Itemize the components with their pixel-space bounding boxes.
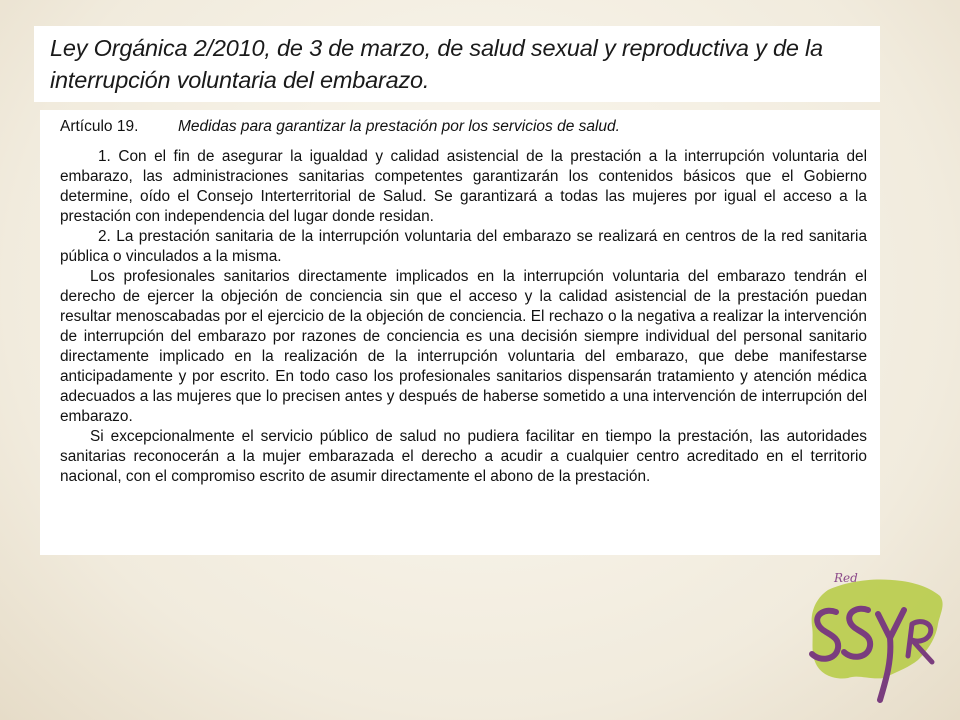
article-paragraph-4: Si excepcionalmente el servicio público de salud no pudiera facilitar en tiempo la prestación, las autoridades sanitarias reconocerán a la mujer embarazada el derecho a acudir a cualquier centro acreditado en el territorio nacional, con el compromiso escrito de asumir directamente el abono de la prestación. (60, 428, 867, 485)
page-title: Ley Orgánica 2/2010, de 3 de marzo, de salud sexual y reproductiva y de la interrupción voluntaria del embarazo. (50, 35, 823, 93)
article-body (40, 110, 880, 555)
title-banner (34, 26, 880, 102)
article-subtitle: Medidas para garantizar la prestación por los servicios de salud. (178, 118, 620, 135)
article-paragraph-1: 1. Con el fin de asegurar la igualdad y calidad asistencial de la prestación a la interrupción voluntaria del embarazo, las administraciones sanitarias competentes garantizarán los contenidos básicos que el Gobierno determine, oído el Consejo Interterritorial de Salud. Se garantizará a todas las mujeres por igual el acceso a la prestación con independencia del lugar donde residan. (60, 148, 867, 225)
logo-small-text: Red (834, 571, 858, 585)
red-ssyr-logo (800, 568, 950, 708)
article-paragraph-2: 2. La prestación sanitaria de la interrupción voluntaria del embarazo se realizará en centros de la red sanitaria pública o vinculados a la misma. (60, 228, 867, 265)
article-paragraph-3: Los profesionales sanitarios directamente implicados en la interrupción voluntaria del embarazo tendrán el derecho de ejercer la objeción de conciencia sin que el acceso y la calidad asistencial de la prestación puedan resultar menoscabadas por el ejercicio de la objeción de conciencia. El rechazo o la negativa a realizar la intervención de interrupción del embarazo por razones de conciencia es una decisión siempre individual del personal sanitario directamente implicado en la realización de la interrupción voluntaria del embarazo, que debe manifestarse anticipadamente y por escrito. En todo caso los profesionales sanitarios dispensarán tratamiento y atención médica adecuados a las mujeres que lo precisen antes y después de haberse sometido a una intervención de interrupción del embarazo. (60, 268, 867, 425)
article-heading (60, 117, 867, 137)
spain-map-shape (812, 579, 943, 678)
article-number: Artículo 19. (60, 118, 139, 135)
